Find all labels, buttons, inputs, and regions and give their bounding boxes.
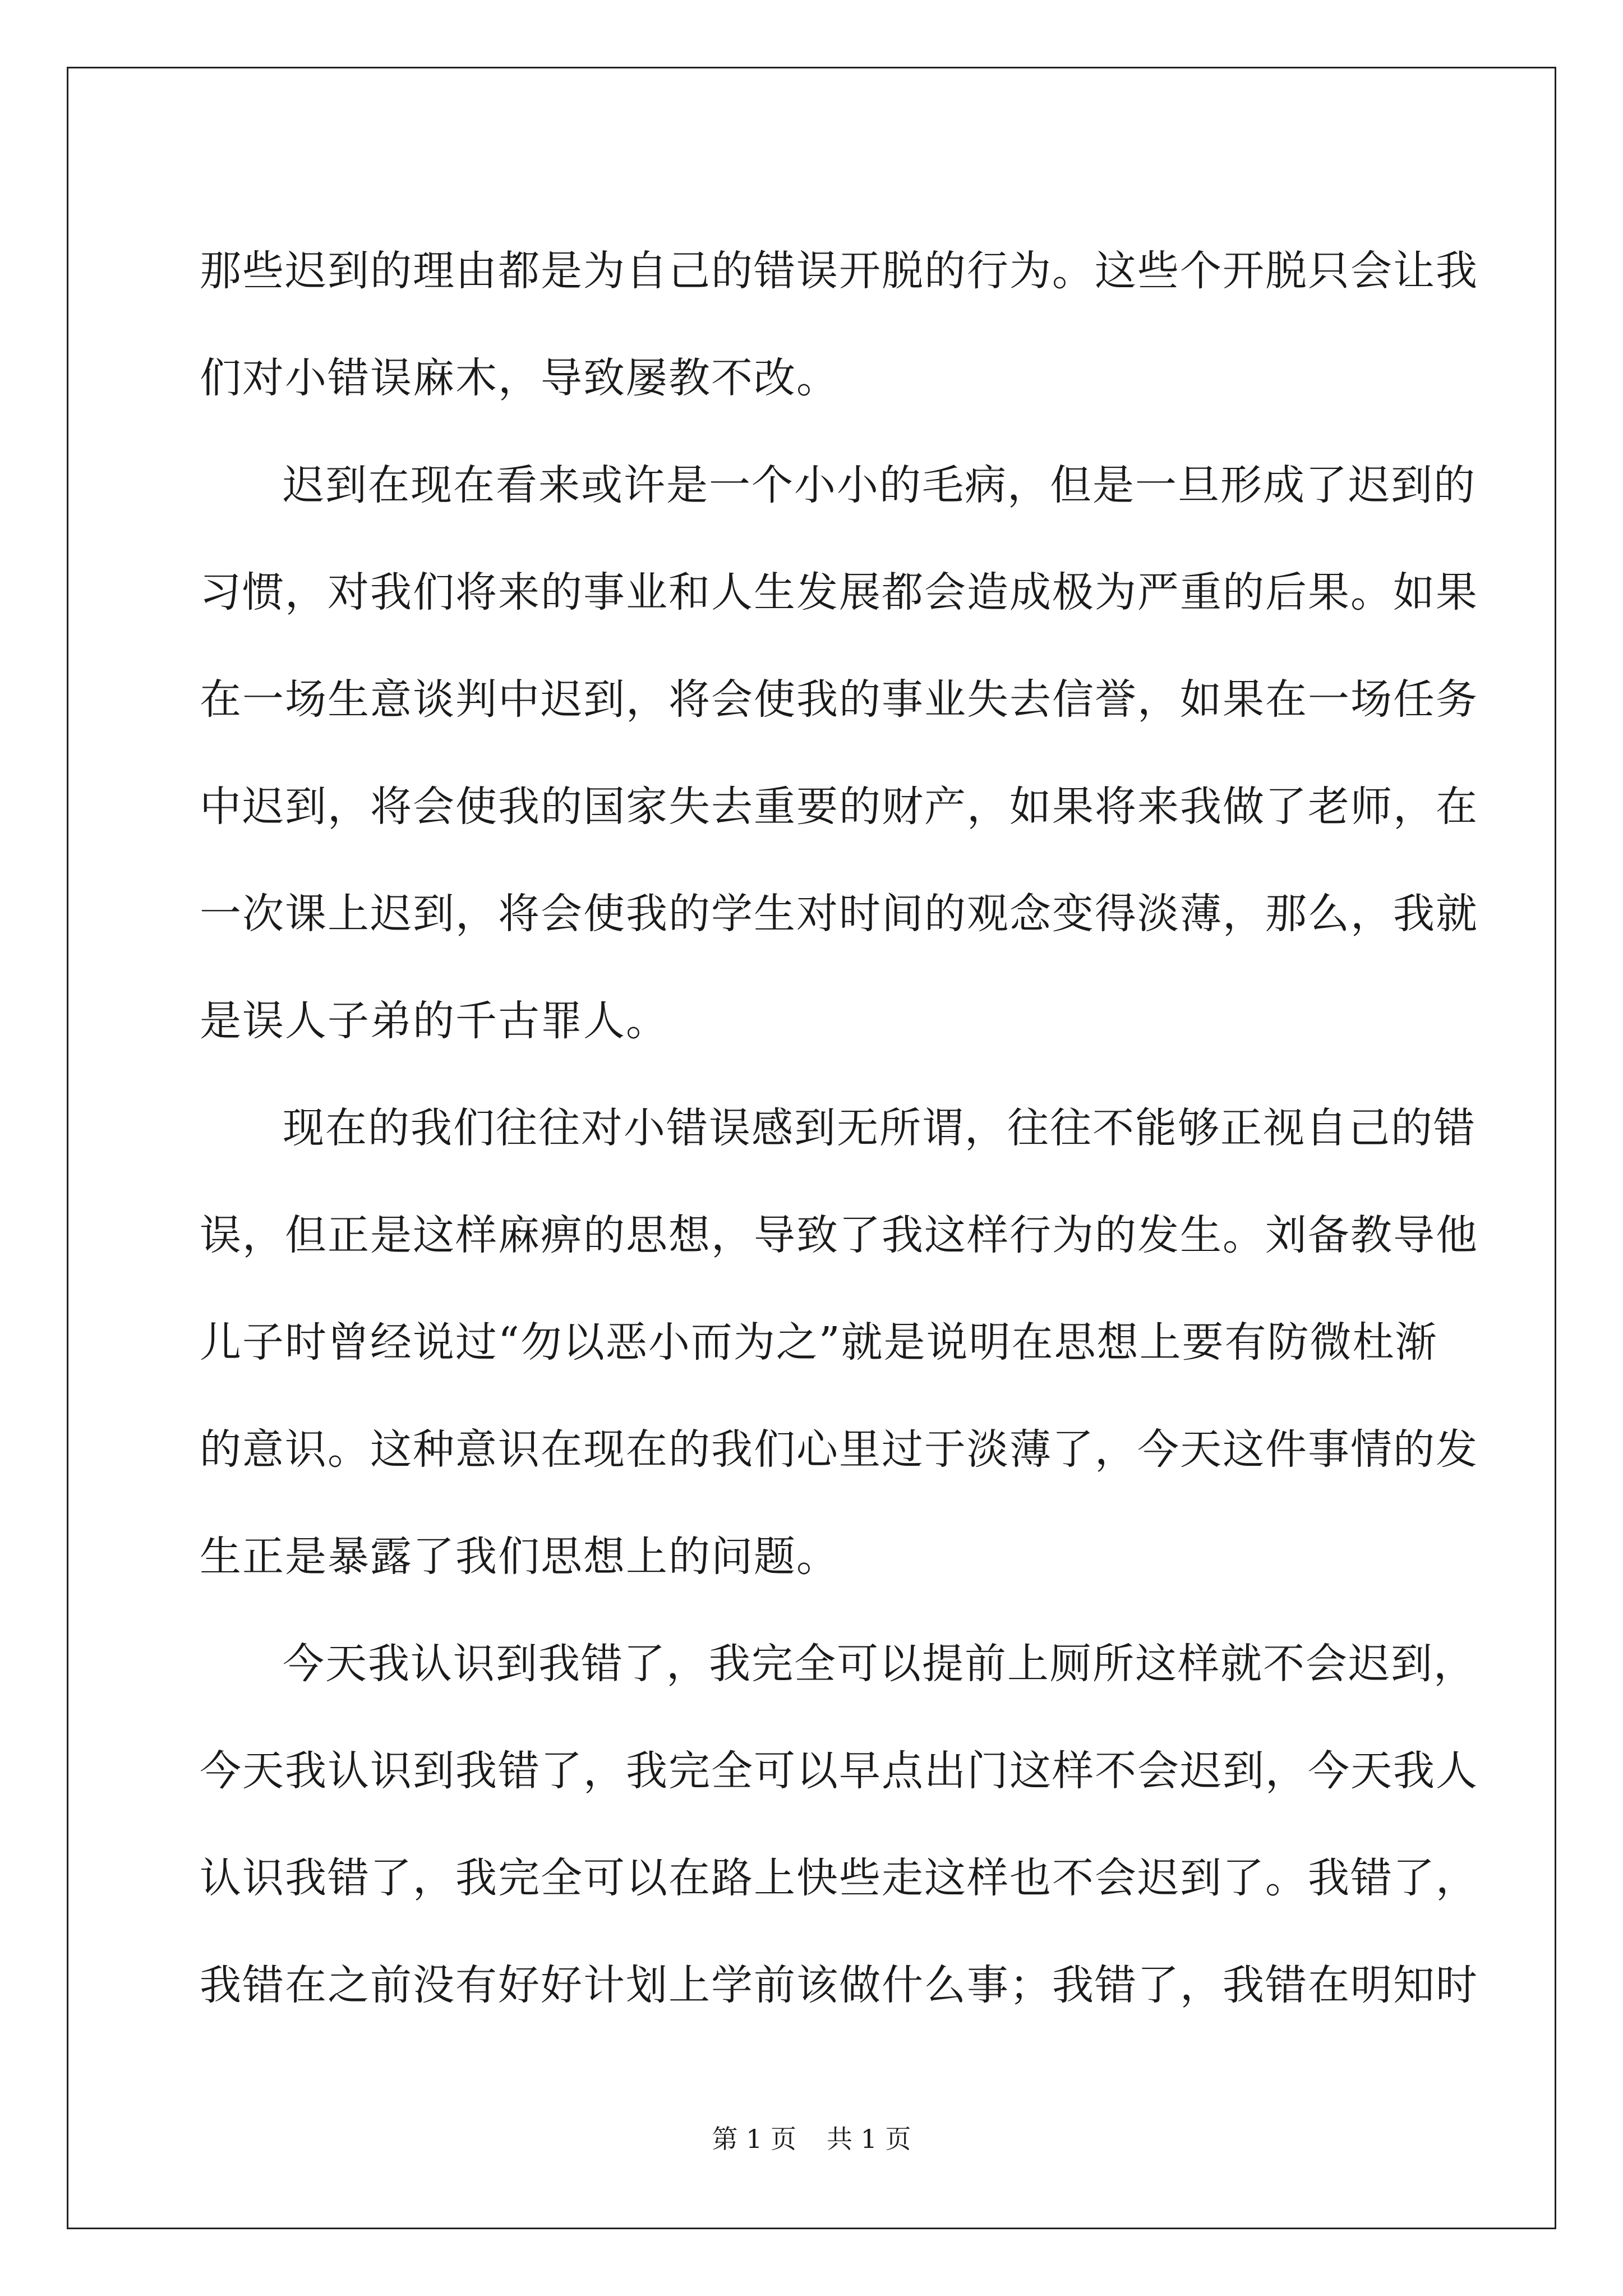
document-body bbox=[200, 218, 1478, 2039]
paragraph-line: 我错在之前没有好好计划上学前该做什么事；我错了，我错在明知时 bbox=[200, 1961, 1478, 2009]
paragraph-line: 是误人子弟的千古罪人。 bbox=[200, 997, 668, 1045]
page-number: 第 1 页 bbox=[712, 2124, 796, 2154]
paragraph-line: 今天我认识到我错了，我完全可以提前上厕所这样就不会迟到， bbox=[283, 1640, 1476, 1688]
paragraph-line: 中迟到，将会使我的国家失去重要的财产，如果将来我做了老师，在 bbox=[200, 783, 1478, 831]
paragraph-line: 习惯，对我们将来的事业和人生发展都会造成极为严重的后果。如果 bbox=[200, 568, 1478, 616]
page-footer bbox=[0, 2119, 1623, 2156]
paragraph-line: 在一场生意谈判中迟到，将会使我的事业失去信誉，如果在一场任务 bbox=[200, 675, 1478, 724]
paragraph-line: 的意识。这种意识在现在的我们心里过于淡薄了，今天这件事情的发 bbox=[200, 1425, 1478, 1474]
paragraph-line: 儿子时曾经说过“勿以恶小而为之”就是说明在思想上要有防微杜渐 bbox=[200, 1318, 1438, 1366]
paragraph-line: 迟到在现在看来或许是一个小小的毛病，但是一旦形成了迟到的 bbox=[283, 461, 1476, 509]
paragraph-line: 一次课上迟到，将会使我的学生对时间的观念变得淡薄，那么，我就 bbox=[200, 890, 1478, 938]
paragraph-line: 那些迟到的理由都是为自己的错误开脱的行为。这些个开脱只会让我 bbox=[200, 247, 1478, 295]
page-total: 共 1 页 bbox=[827, 2124, 911, 2154]
paragraph-line: 误，但正是这样麻痹的思想，导致了我这样行为的发生。刘备教导他 bbox=[200, 1211, 1478, 1259]
paragraph-line: 今天我认识到我错了，我完全可以早点出门这样不会迟到，今天我人 bbox=[200, 1747, 1478, 1795]
paragraph-line: 现在的我们往往对小错误感到无所谓，往往不能够正视自己的错 bbox=[283, 1104, 1476, 1152]
paragraph-line: 生正是暴露了我们思想上的问题。 bbox=[200, 1533, 839, 1581]
paragraph-line: 们对小错误麻木，导致屡教不改。 bbox=[200, 354, 839, 402]
paragraph-line: 认识我错了，我完全可以在路上快些走这样也不会迟到了。我错了， bbox=[200, 1854, 1478, 1902]
